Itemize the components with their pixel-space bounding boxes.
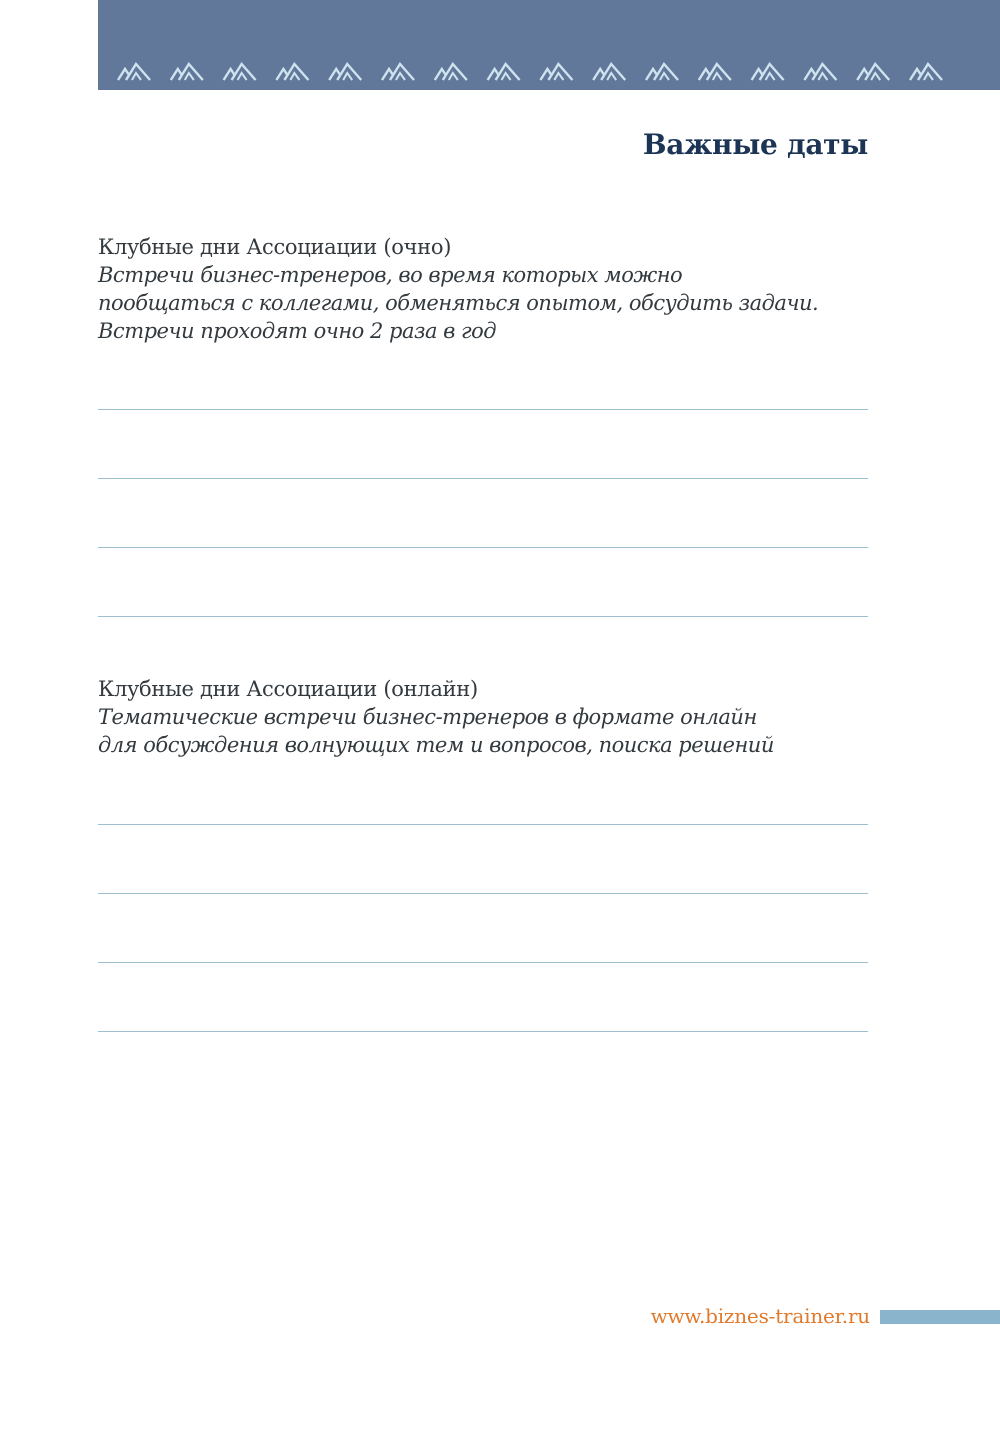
write-line[interactable]	[98, 478, 868, 479]
write-line[interactable]	[98, 616, 868, 617]
write-line[interactable]	[98, 409, 868, 410]
write-line[interactable]	[98, 893, 868, 894]
section-online-description: Тематические встречи бизнес-тренеров в формате онлайн для обсуждения волнующих тем и вопросов, поиска решений	[98, 705, 774, 757]
section-online-heading: Клубные дни Ассоциации (онлайн)	[98, 677, 478, 701]
write-line[interactable]	[98, 962, 868, 963]
section-offline-description: Встречи бизнес-тренеров, во время которых можно пообщаться с коллегами, обменяться опытом, обсудить задачи. Встречи проходят очно 2 раза в год	[98, 263, 819, 343]
mountain-motif-icon	[593, 64, 625, 80]
mountain-motif-icon	[329, 64, 361, 80]
mountain-motif-icon	[276, 64, 308, 80]
mountain-motif-icon	[118, 64, 150, 80]
mountain-motif-icon	[488, 64, 520, 80]
mountain-motif-icon	[435, 64, 467, 80]
header-band	[98, 0, 1000, 90]
mountain-motif-icon	[540, 64, 572, 80]
footer-website-link[interactable]: www.biznes-trainer.ru	[650, 1304, 870, 1328]
mountain-motif-icon	[224, 64, 256, 80]
mountain-pattern	[98, 60, 1000, 84]
mountain-motif-icon	[752, 64, 784, 80]
write-line[interactable]	[98, 547, 868, 548]
mountain-motif-icon	[857, 64, 889, 80]
write-line[interactable]	[98, 824, 868, 825]
section-offline-heading: Клубные дни Ассоциации (очно)	[98, 235, 452, 259]
mountain-motif-icon	[382, 64, 414, 80]
write-line[interactable]	[98, 1031, 868, 1032]
page-title: Важные даты	[642, 128, 868, 161]
section-online	[98, 675, 868, 759]
section-offline	[98, 233, 868, 345]
mountain-motif-icon	[699, 64, 731, 80]
footer-accent-bar	[880, 1310, 1000, 1324]
mountain-motif-icon	[910, 64, 942, 80]
mountain-motif-icon	[804, 64, 836, 80]
mountain-motif-icon	[171, 64, 203, 80]
mountain-motif-icon	[646, 64, 678, 80]
